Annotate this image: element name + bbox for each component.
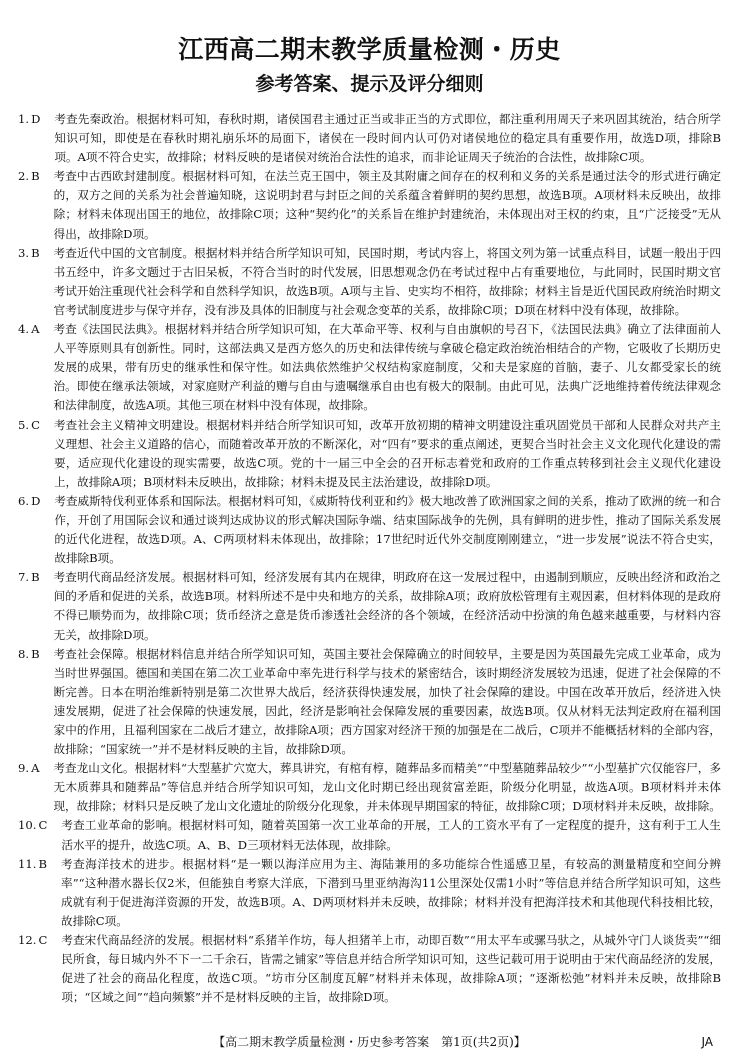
answer-item <box>18 816 721 854</box>
answer-number <box>18 759 53 816</box>
question-number: 9. <box>18 761 30 776</box>
question-number: 1. <box>18 112 30 126</box>
answer-number <box>18 816 61 854</box>
answer-number <box>18 244 54 320</box>
question-number: 2. <box>18 169 30 184</box>
answer-explanation: 考查中古西欧封建制度。根据材料可知，在法兰克王国中，领主及其附庸之间存在的权利和义务的关系是通过法令的形式进行确定的，双方之间的关系为社会普遍知晓，这说明封君与封臣之间的关系蕴含着鲜明的契约思想，故选B项。A项材料未反映出，故排除；材料未体现出国王的地位，故排除C项；这种“契约化”的关系旨在维护封建统治，未体现出对王权的约束，且“广泛接受”无从得出，故排除D项。 <box>53 169 721 241</box>
question-number: 7. <box>18 570 30 585</box>
answer-number <box>18 931 61 1007</box>
answer-number <box>18 167 54 243</box>
page-subtitle: 参考答案、提示及评分细则 <box>255 73 484 95</box>
answer-number <box>18 855 61 931</box>
answer-item <box>18 645 721 760</box>
answer-letter: D <box>31 112 41 126</box>
answer-item <box>18 931 721 1007</box>
question-number: 4. <box>18 322 30 337</box>
answer-letter: C <box>38 818 48 833</box>
answer-number <box>18 492 54 568</box>
question-number: 8. <box>18 646 30 661</box>
answer-number <box>18 110 54 167</box>
answer-explanation: 考查龙山文化。根据材料“大型墓扩穴宽大，葬具讲究，有棺有椁，随葬品多而精美”“中型墓随葬品较少”“小型墓扩穴仅能容尸，多无木质葬具和随葬品”等信息并结合所学知识可知，龙山文化时期已经出现贫富差距，阶级分化明显，故选A项。B项材料并未体现，故排除；材料只是反映了龙山文化遗址的阶级分化现象，并未体现早期国家的特征，故排除C项；D项材料并未反映，故排除。 <box>53 761 721 814</box>
answer-letter: A <box>31 322 40 337</box>
answer-letter: B <box>31 646 40 661</box>
answer-explanation: 考查近代中国的文官制度。根据材料并结合所学知识可知，民国时期，考试内容上，将国文列为第一试重点科目，试题一般出于四书五经中，许多文题过于古旧呆板，不符合当时的时代发展，旧思想观念仍在考试过程中占有重要地位，与此同时，民国时期文官考试开始注重现代社会科学和自然科学知识，故选B项。A项与主旨、史实均不相符，故排除；材料主旨是近代国民政府统治时期文官考试制度进步与保守并存，没有涉及具体的旧制度与社会观念变革的关系，故排除C项；D项在材料中没有体现，故排除。 <box>53 245 721 317</box>
answer-explanation: 考查海洋技术的进步。根据材料“是一颗以海洋应用为主、海陆兼用的多功能综合性遥感卫星，有较高的测量精度和空间分辨率”“这种潜水器长仅2米，但能独自考察大洋底，下潜到马里亚纳海沟11公里深处仅需1小时”等信息并结合所学知识可知，这些成就有利于促进海洋资源的开发，故选B项。A、D两项材料并未反映，故排除；材料并没有把海洋技术和其他现代科技相比较，故排除C项。 <box>60 856 721 928</box>
answer-explanation: 考查宋代商品经济的发展。根据材料“系猪羊作坊，每人担猪羊上市，动即百数”“用太平车或骡马驮之，从城外守门人谈货卖”“细民所食，每日城内外不下一二千余石，皆需之铺家”等信息并结合所学知识可知，这些记载可用于说明由于宋代商品经济的发展，促进了社会的商品化程度，故选C项。“坊市分区制度瓦解”材料并未体现，故排除A项；“逐渐松弛”材料并未反映，故排除B项；“区域之间”“趋向频繁”并不是材料反映的主旨，故排除D项。 <box>61 933 721 1005</box>
question-number: 3. <box>18 245 30 260</box>
answer-explanation: 考查威斯特伐利亚体系和国际法。根据材料可知，《威斯特伐利亚和约》极大地改善了欧洲国家之间的关系，推动了欧洲的统一和合作，开创了用国际会议和通过谈判达成协议的形式解决国际争端、结束国际战争的先例，具有鲜明的进步性，推动了国际关系发展的近代化进程，故选D项。A、C两项材料未体现出，故排除；17世纪时近代外交制度刚刚建立，“进一步发展”说法不符合史实，故排除B项。 <box>54 493 722 566</box>
answer-letter: B <box>31 570 40 585</box>
answer-explanation: 考查社会主义精神文明建设。根据材料并结合所学知识可知，改革开放初期的精神文明建设注重巩固党员干部和人民群众对共产主义理想、社会主义道路的信心，而随着改革开放的不断深化，对“四有”要求的重点阐述，更契合当时社会主义文化现代化建设的需要，适应现代化建设的现实需要，故选C项。党的十一届三中全会的召开标志着党和政府的工作重点转移到社会主义现代化建设上，故排除A项；B项材料未反映出，故排除；材料未提及民主法治建设，故排除D项。 <box>53 417 721 489</box>
question-number: 6. <box>18 493 30 508</box>
answer-explanation: 考查《法国民法典》。根据材料并结合所学知识可知，在大革命平等、权利与自由旗帜的号召下，《法国民法典》确立了法律面前人人平等原则具有创新性。同时，这部法典又是西方悠久的历史和法律传统与拿破仑稳定政治统治相结合的产物，它吸收了长期历史发展的成果，带有历史的继承性和保守性。如法典依然维护父权结构家庭制度，父和夫是家庭的首脑，妻子、儿女都受家长的统治。即使在继承法领域，对家庭财产利益的赠与自由与遗嘱继承自由也有极大的限制。由此可见，法典广泛地维持着传统法律观念和法律制度，故选A项。其他三项在材料中没有体现，故排除。 <box>53 322 721 413</box>
answer-explanation: 考查工业革命的影响。根据材料可知，随着英国第一次工业革命的开展，工人的工资水平有了一定程度的提升，这有利于工人生活水平的提升，故选C项。A、B、D三项材料无法体现，故排除。 <box>61 818 721 852</box>
page-title: 江西高二期末教学质量检测・历史 <box>178 35 561 64</box>
answer-number <box>18 568 54 644</box>
answer-item <box>18 759 721 816</box>
answer-item <box>18 244 721 320</box>
answer-list <box>18 110 721 1007</box>
answer-letter: D <box>31 493 41 508</box>
answer-letter: B <box>31 169 40 184</box>
answer-item <box>18 110 721 167</box>
answer-explanation: 考查社会保障。根据材料信息并结合所学知识可知，英国主要社会保障确立的时间较早，主要是因为英国最先完成工业革命，成为当时世界强国。德国和美国在第二次工业革命中率先进行科学与技术的紧密结合，该时期经济发展较为迅速，促进了社会保障的不断完善。日本在明治维新特别是第二次世界大战后，经济获得快速发展，加快了社会保障的建设。中国在改革开放后，经济进入快速发展期，促进了社会保障的快速发展，因此，经济是影响社会保障发展的重要因素，故选B项。仅从材料无法判定政府在福利国家中的作用，且福利国家在二战后才建立，故排除A项；西方国家对经济干预的加强是在二战后，C项并不能概括材料的全部内容，故排除；“国家统一”并不是材料反映的主旨，故排除D项。 <box>53 646 721 757</box>
page-footer <box>0 1031 739 1053</box>
footer-code: JA <box>701 1035 713 1049</box>
answer-letter: A <box>31 761 40 776</box>
answer-item <box>18 855 721 931</box>
footer-text: 【高二期末教学质量检测・历史参考答案 第1页(共2页)】 <box>213 1035 526 1049</box>
answer-item <box>18 320 721 415</box>
question-number: 10. <box>18 818 37 833</box>
answer-explanation: 考查明代商品经济发展。根据材料可知，经济发展有其内在规律，明政府在这一发展过程中，由遏制到顺应，反映出经济和政治之间的矛盾和促进的关系，故选B项。材料所述不是中央和地方的关系，故排除A项；政府放松管理有主观因素，但材料体现的是政府不得已顺势而为，故排除C项；货币经济之意是货币渗透社会经济的各个领域，在经济活动中扮演的角色越来越重要，与材料内容无关，故排除D项。 <box>53 570 721 642</box>
answer-number <box>18 416 54 492</box>
answer-number <box>18 320 53 415</box>
question-number: 12. <box>18 933 37 948</box>
answer-letter: C <box>38 933 48 948</box>
question-number: 5. <box>18 417 30 432</box>
answer-letter: B <box>38 856 47 871</box>
answer-item <box>18 568 721 644</box>
answer-letter: B <box>31 245 40 260</box>
answer-item <box>18 416 721 492</box>
answer-item <box>18 492 721 568</box>
answer-item <box>18 167 721 243</box>
answer-letter: C <box>31 417 40 432</box>
question-number: 11. <box>18 856 37 871</box>
answer-number <box>18 645 54 760</box>
answer-explanation: 考查先秦政治。根据材料可知，春秋时期，诸侯国君主通过正当或非正当的方式即位，都注重利用周天子来巩固其统治，结合所学知识可知，即使是在春秋时期礼崩乐坏的局面下，诸侯在一段时间内认可仍对诸侯地位的稳定具有重要作用，故选D项，排除B项。A项不符合史实，故排除；材料反映的是诸侯对统治合法性的追求，而非论证周天子统治的合法性，故排除C项。 <box>54 112 721 165</box>
